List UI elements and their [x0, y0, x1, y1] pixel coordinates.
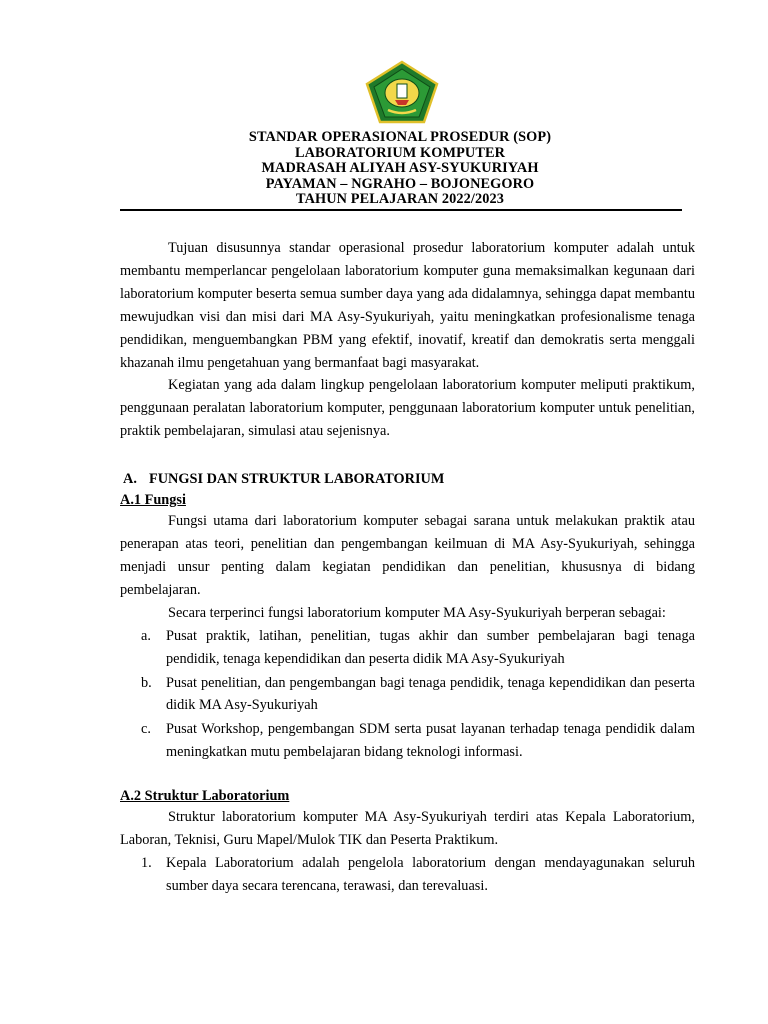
section-letter: A.	[123, 471, 137, 488]
list-item	[120, 718, 695, 764]
header-divider	[120, 209, 682, 211]
list-item-text: Pusat praktik, latihan, penelitian, tugas akhir dan sumber pembelajaran bagi tenaga pendidik, tenaga kependidikan dan peserta didik MA Asy-Syukuriyah	[166, 627, 695, 667]
header-line-title: STANDAR OPERASIONAL PROSEDUR (SOP)	[248, 129, 552, 145]
fungsi-paragraph: Secara terperinci fungsi laboratorium komputer MA Asy-Syukuriyah berperan sebagai:	[168, 604, 666, 621]
header-line-address: PAYAMAN – NGRAHO – BOJONEGORO	[265, 175, 535, 192]
struktur-paragraph: Struktur laboratorium komputer MA Asy-Syukuriyah terdiri atas Kepala Laboratorium, Laboran, Teknisi, Guru Mapel/Mulok TIK dan Peserta Praktikum.	[120, 809, 695, 849]
subsection-struktur-heading: A.2 Struktur Laboratorium	[120, 788, 290, 805]
madrasah-emblem-icon	[364, 60, 440, 124]
list-item	[120, 625, 695, 671]
list-item-text: Pusat penelitian, dan pengembangan bagi tenaga pendidik, tenaga kependidikan dan peserta didik MA Asy-Syukuriyah	[166, 674, 695, 714]
list-item-text: Kepala Laboratorium adalah pengelola laboratorium dengan mendayagunakan seluruh sumber daya secara terencana, terawasi, dan terevaluasi.	[166, 854, 695, 894]
document-body	[120, 237, 695, 898]
section-title: FUNGSI DAN STRUKTUR LABORATORIUM	[149, 471, 445, 488]
list-item-text: Pusat Workshop, pengembangan SDM serta pusat layanan terhadap tenaga pendidik dalam meningkatkan mutu pembelajaran bidang teknologi informasi.	[166, 721, 695, 761]
fungsi-paragraph: Fungsi utama dari laboratorium komputer sebagai sarana untuk melakukan praktik atau penerapan atas teori, penelitian dan pengembangan keilmuan di MA Asy-Syukuriyah, sehingga menjadi unsur penting dalam kegiatan pendidikan dan penelitian, khususnya di bidang pembelajaran.	[120, 513, 695, 598]
spacer	[120, 764, 695, 786]
list-marker: c.	[141, 721, 151, 738]
intro-paragraph: Tujuan disusunnya standar operasional prosedur laboratorium komputer adalah untuk membantu memperlancar pengelolaan laboratorium komputer guna memaksimalkan kegunaan dari laboratorium komputer beserta semua sumber daya yang ada didalamnya, sehingga dapat membantu mewujudkan visi dan misi dari MA Asy-Syukuriyah, yaitu meningkatkan profesionalisme tenaga pendidikan, menguembangkan PBM yang efektif, inovatif, kreatif dan demokratis serta menggali khazanah ilmu pengetahuan yang bermanfaat bagi masyarakat.	[120, 240, 695, 371]
header-line-school: MADRASAH ALIYAH ASY-SYUKURIYAH	[261, 160, 539, 177]
document-header	[0, 130, 768, 208]
list-marker: 1.	[141, 854, 152, 871]
list-marker: b.	[141, 674, 152, 691]
header-line-lab: LABORATORIUM KOMPUTER	[294, 144, 506, 161]
subsection-fungsi-heading: A.1 Fungsi	[120, 492, 186, 509]
header-line-year: TAHUN PELAJARAN 2022/2023	[296, 191, 504, 208]
struktur-list	[120, 852, 695, 898]
fungsi-list	[120, 625, 695, 764]
list-item	[120, 852, 695, 898]
list-item	[120, 672, 695, 718]
list-marker: a.	[141, 627, 151, 644]
section-a-heading	[120, 468, 695, 490]
intro-paragraph: Kegiatan yang ada dalam lingkup pengelolaan laboratorium komputer meliputi praktikum, penggunaan peralatan laboratorium komputer, penggunaan laboratorium komputer untuk penelitian, praktik pembelajaran, simulasi atau sejenisnya.	[120, 377, 695, 440]
